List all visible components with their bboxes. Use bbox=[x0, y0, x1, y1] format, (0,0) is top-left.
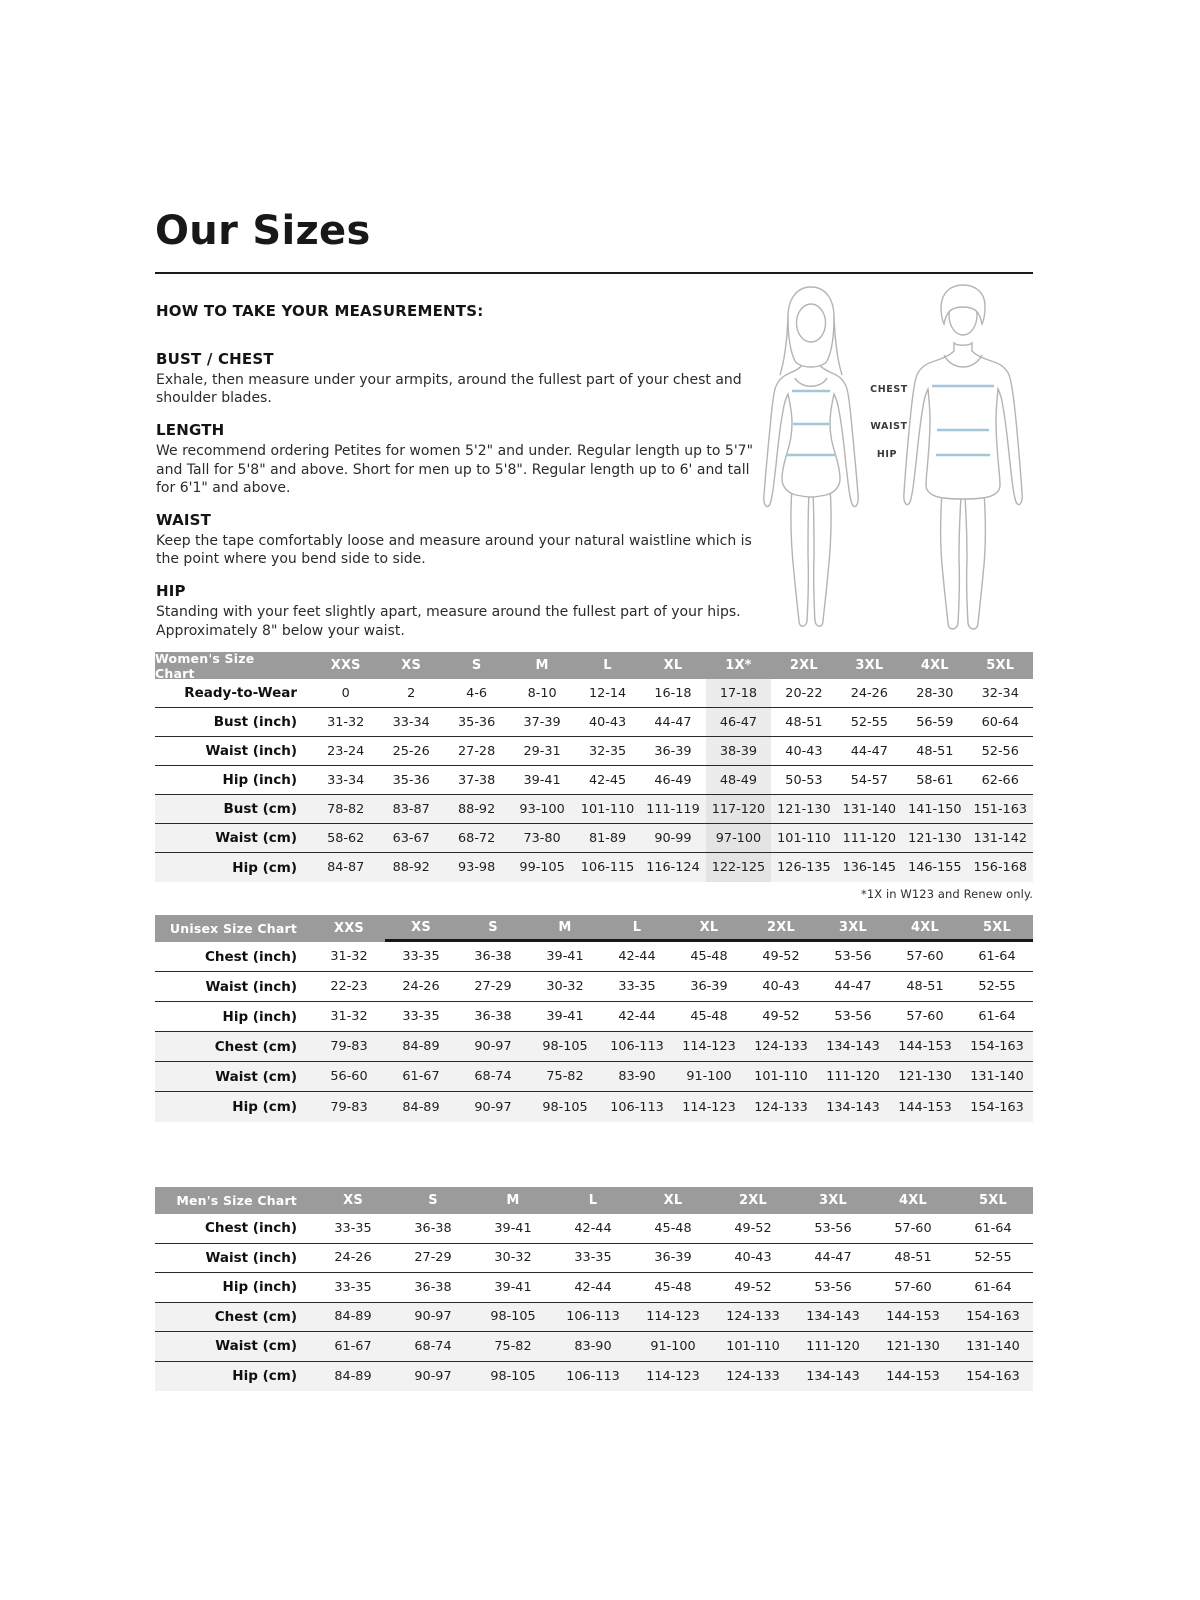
size-cell: 48-51 bbox=[771, 708, 836, 737]
size-cell: 16-18 bbox=[640, 679, 705, 708]
size-cell: 98-105 bbox=[529, 1092, 601, 1122]
size-cell: 61-67 bbox=[385, 1062, 457, 1092]
row-label: Hip (cm) bbox=[155, 1092, 313, 1122]
how-to-heading: HOW TO TAKE YOUR MEASUREMENTS: bbox=[156, 302, 484, 320]
size-cell: 53-56 bbox=[793, 1273, 873, 1303]
size-cell: 124-133 bbox=[713, 1303, 793, 1333]
size-cell: 101-110 bbox=[713, 1332, 793, 1362]
row-label: Chest (inch) bbox=[155, 942, 313, 972]
size-cell: 84-89 bbox=[313, 1362, 393, 1392]
size-cell: 99-105 bbox=[509, 853, 574, 882]
size-cell: 144-153 bbox=[889, 1092, 961, 1122]
size-col-header: M bbox=[509, 652, 574, 679]
size-cell: 33-34 bbox=[378, 708, 443, 737]
section-hip bbox=[156, 582, 756, 639]
measurement-instructions bbox=[156, 302, 756, 654]
size-cell: 101-110 bbox=[745, 1062, 817, 1092]
mens-size-chart bbox=[155, 1187, 1033, 1391]
row-label: Bust (inch) bbox=[155, 708, 313, 737]
size-cell: 23-24 bbox=[313, 737, 378, 766]
size-cell: 98-105 bbox=[473, 1362, 553, 1392]
size-cell: 49-52 bbox=[713, 1214, 793, 1244]
size-cell: 39-41 bbox=[509, 766, 574, 795]
section-heading: WAIST bbox=[156, 510, 212, 529]
size-col-header: 3XL bbox=[837, 652, 902, 679]
size-cell: 32-34 bbox=[968, 679, 1033, 708]
size-cell: 57-60 bbox=[889, 1002, 961, 1032]
size-col-header: XS bbox=[378, 652, 443, 679]
size-cell: 126-135 bbox=[771, 853, 836, 882]
chest-label: CHEST bbox=[870, 384, 908, 395]
row-label: Waist (cm) bbox=[155, 1332, 313, 1362]
size-cell: 45-48 bbox=[633, 1273, 713, 1303]
size-cell: 56-60 bbox=[313, 1062, 385, 1092]
size-col-header: L bbox=[553, 1187, 633, 1214]
size-cell: 79-83 bbox=[313, 1092, 385, 1122]
size-cell: 84-89 bbox=[385, 1032, 457, 1062]
size-cell: 44-47 bbox=[640, 708, 705, 737]
size-cell: 111-119 bbox=[640, 795, 705, 824]
size-cell: 48-51 bbox=[889, 972, 961, 1002]
row-label: Hip (inch) bbox=[155, 1002, 313, 1032]
woman-figure bbox=[764, 287, 858, 626]
size-cell: 98-105 bbox=[529, 1032, 601, 1062]
row-label: Bust (cm) bbox=[155, 795, 313, 824]
size-col-header: 4XL bbox=[889, 915, 961, 942]
size-col-header: 2XL bbox=[745, 915, 817, 942]
size-col-header: L bbox=[575, 652, 640, 679]
size-cell: 106-113 bbox=[601, 1092, 673, 1122]
size-cell: 98-105 bbox=[473, 1303, 553, 1333]
size-cell: 40-43 bbox=[575, 708, 640, 737]
row-label: Chest (inch) bbox=[155, 1214, 313, 1244]
size-cell: 57-60 bbox=[889, 942, 961, 972]
size-cell: 4-6 bbox=[444, 679, 509, 708]
size-cell: 44-47 bbox=[837, 737, 902, 766]
row-label: Waist (cm) bbox=[155, 1062, 313, 1092]
size-cell: 68-74 bbox=[457, 1062, 529, 1092]
size-cell: 61-64 bbox=[961, 942, 1033, 972]
size-cell: 54-57 bbox=[837, 766, 902, 795]
size-cell: 124-133 bbox=[745, 1032, 817, 1062]
size-cell: 27-29 bbox=[457, 972, 529, 1002]
section-bust-chest bbox=[156, 350, 756, 407]
body-outline-figures bbox=[748, 283, 1048, 635]
section-heading: HIP bbox=[156, 582, 186, 601]
size-cell: 122-125 bbox=[706, 853, 771, 882]
size-cell: 49-52 bbox=[713, 1273, 793, 1303]
size-col-header: XL bbox=[640, 652, 705, 679]
row-label: Waist (inch) bbox=[155, 737, 313, 766]
size-col-header: L bbox=[601, 915, 673, 942]
size-cell: 57-60 bbox=[873, 1214, 953, 1244]
size-cell: 53-56 bbox=[817, 1002, 889, 1032]
size-cell: 53-56 bbox=[817, 942, 889, 972]
size-cell: 30-32 bbox=[529, 972, 601, 1002]
size-cell: 57-60 bbox=[873, 1273, 953, 1303]
size-col-header: 5XL bbox=[953, 1187, 1033, 1214]
section-waist bbox=[156, 511, 756, 568]
size-cell: 36-39 bbox=[640, 737, 705, 766]
size-cell: 73-80 bbox=[509, 824, 574, 853]
size-col-header: S bbox=[393, 1187, 473, 1214]
size-cell: 90-99 bbox=[640, 824, 705, 853]
size-cell: 32-35 bbox=[575, 737, 640, 766]
size-cell: 134-143 bbox=[793, 1362, 873, 1392]
size-col-header: XXS bbox=[313, 915, 385, 942]
size-cell: 154-163 bbox=[953, 1303, 1033, 1333]
size-cell: 146-155 bbox=[902, 853, 967, 882]
size-cell: 61-64 bbox=[953, 1273, 1033, 1303]
unisex-size-table bbox=[155, 915, 1033, 1122]
section-body: Exhale, then measure under your armpits, around the fullest part of your chest and shoulder blades. bbox=[156, 372, 742, 407]
size-cell: 91-100 bbox=[673, 1062, 745, 1092]
size-cell: 31-32 bbox=[313, 708, 378, 737]
row-label: Chest (cm) bbox=[155, 1032, 313, 1062]
size-cell: 45-48 bbox=[673, 1002, 745, 1032]
size-cell: 58-61 bbox=[902, 766, 967, 795]
row-label: Waist (inch) bbox=[155, 972, 313, 1002]
size-col-header: 5XL bbox=[961, 915, 1033, 942]
size-chart-footnote: *1X in W123 and Renew only. bbox=[860, 887, 1033, 901]
size-cell: 156-168 bbox=[968, 853, 1033, 882]
size-col-header: XL bbox=[633, 1187, 713, 1214]
size-cell: 79-83 bbox=[313, 1032, 385, 1062]
size-cell: 48-51 bbox=[873, 1244, 953, 1274]
size-cell: 131-140 bbox=[953, 1332, 1033, 1362]
size-cell: 121-130 bbox=[873, 1332, 953, 1362]
size-cell: 27-29 bbox=[393, 1244, 473, 1274]
size-cell: 40-43 bbox=[713, 1244, 793, 1274]
size-cell: 60-64 bbox=[968, 708, 1033, 737]
size-cell: 83-90 bbox=[553, 1332, 633, 1362]
size-cell: 2 bbox=[378, 679, 443, 708]
size-cell: 35-36 bbox=[444, 708, 509, 737]
size-cell: 111-120 bbox=[793, 1332, 873, 1362]
size-cell: 12-14 bbox=[575, 679, 640, 708]
size-cell: 40-43 bbox=[771, 737, 836, 766]
size-cell: 44-47 bbox=[817, 972, 889, 1002]
size-cell: 75-82 bbox=[529, 1062, 601, 1092]
size-cell: 111-120 bbox=[837, 824, 902, 853]
size-cell: 61-64 bbox=[961, 1002, 1033, 1032]
size-cell: 31-32 bbox=[313, 942, 385, 972]
size-cell: 106-113 bbox=[553, 1362, 633, 1392]
size-cell: 131-140 bbox=[961, 1062, 1033, 1092]
table-title-cell: Men's Size Chart bbox=[155, 1187, 313, 1214]
size-cell: 56-59 bbox=[902, 708, 967, 737]
size-cell: 97-100 bbox=[706, 824, 771, 853]
size-cell: 144-153 bbox=[873, 1303, 953, 1333]
size-col-header: 3XL bbox=[793, 1187, 873, 1214]
size-cell: 29-31 bbox=[509, 737, 574, 766]
size-cell: 68-74 bbox=[393, 1332, 473, 1362]
size-cell: 24-26 bbox=[313, 1244, 393, 1274]
size-cell: 90-97 bbox=[457, 1032, 529, 1062]
size-col-header: 3XL bbox=[817, 915, 889, 942]
size-cell: 141-150 bbox=[902, 795, 967, 824]
size-cell: 106-115 bbox=[575, 853, 640, 882]
size-cell: 154-163 bbox=[961, 1092, 1033, 1122]
size-cell: 154-163 bbox=[953, 1362, 1033, 1392]
size-cell: 144-153 bbox=[889, 1032, 961, 1062]
size-cell: 30-32 bbox=[473, 1244, 553, 1274]
size-cell: 90-97 bbox=[393, 1303, 473, 1333]
size-cell: 35-36 bbox=[378, 766, 443, 795]
row-label: Chest (cm) bbox=[155, 1303, 313, 1333]
size-col-header: XXS bbox=[313, 652, 378, 679]
row-label: Hip (inch) bbox=[155, 1273, 313, 1303]
section-body: We recommend ordering Petites for women 5'2" and under. Regular length up to 5'7" and Tall for 5'8" and above. Short for men up to 5'8". Regular length up to 6' and tall for 6'1" and above. bbox=[156, 443, 754, 496]
size-col-header: 5XL bbox=[968, 652, 1033, 679]
size-cell: 49-52 bbox=[745, 1002, 817, 1032]
size-col-header: 1X* bbox=[706, 652, 771, 679]
size-cell: 44-47 bbox=[793, 1244, 873, 1274]
size-cell: 50-53 bbox=[771, 766, 836, 795]
size-cell: 151-163 bbox=[968, 795, 1033, 824]
size-cell: 134-143 bbox=[817, 1092, 889, 1122]
womens-size-table bbox=[155, 652, 1033, 882]
size-cell: 116-124 bbox=[640, 853, 705, 882]
size-cell: 36-38 bbox=[457, 942, 529, 972]
size-cell: 0 bbox=[313, 679, 378, 708]
size-cell: 106-113 bbox=[553, 1303, 633, 1333]
size-col-header: XL bbox=[673, 915, 745, 942]
size-cell: 52-55 bbox=[953, 1244, 1033, 1274]
size-cell: 134-143 bbox=[793, 1303, 873, 1333]
size-cell: 52-55 bbox=[837, 708, 902, 737]
section-heading: LENGTH bbox=[156, 421, 225, 440]
size-cell: 42-44 bbox=[553, 1273, 633, 1303]
size-cell: 52-56 bbox=[968, 737, 1033, 766]
size-col-header: M bbox=[529, 915, 601, 942]
size-col-header: XS bbox=[313, 1187, 393, 1214]
section-body: Standing with your feet slightly apart, measure around the fullest part of your hips. Approximately 8" below your waist. bbox=[156, 604, 741, 639]
size-cell: 88-92 bbox=[378, 853, 443, 882]
size-cell: 121-130 bbox=[889, 1062, 961, 1092]
unisex-size-chart bbox=[155, 915, 1033, 1122]
womens-size-chart bbox=[155, 652, 1033, 901]
size-cell: 42-45 bbox=[575, 766, 640, 795]
size-cell: 46-47 bbox=[706, 708, 771, 737]
size-cell: 17-18 bbox=[706, 679, 771, 708]
row-label: Hip (inch) bbox=[155, 766, 313, 795]
size-cell: 114-123 bbox=[633, 1362, 713, 1392]
row-label: Waist (cm) bbox=[155, 824, 313, 853]
size-cell: 39-41 bbox=[529, 942, 601, 972]
size-col-header: M bbox=[473, 1187, 553, 1214]
size-cell: 33-35 bbox=[385, 1002, 457, 1032]
size-cell: 114-123 bbox=[633, 1303, 713, 1333]
size-col-header: 4XL bbox=[902, 652, 967, 679]
size-cell: 25-26 bbox=[378, 737, 443, 766]
size-cell: 40-43 bbox=[745, 972, 817, 1002]
section-length bbox=[156, 421, 756, 497]
size-cell: 36-38 bbox=[393, 1214, 473, 1244]
size-cell: 49-52 bbox=[745, 942, 817, 972]
size-cell: 8-10 bbox=[509, 679, 574, 708]
row-label: Hip (cm) bbox=[155, 853, 313, 882]
size-col-header: 2XL bbox=[713, 1187, 793, 1214]
size-cell: 33-35 bbox=[553, 1244, 633, 1274]
size-cell: 114-123 bbox=[673, 1092, 745, 1122]
size-cell: 36-39 bbox=[673, 972, 745, 1002]
table-title-cell: Unisex Size Chart bbox=[155, 915, 313, 942]
size-cell: 39-41 bbox=[529, 1002, 601, 1032]
size-cell: 117-120 bbox=[706, 795, 771, 824]
section-body: Keep the tape comfortably loose and measure around your natural waistline which is the point where you bend side to side. bbox=[156, 532, 752, 568]
size-cell: 39-41 bbox=[473, 1273, 553, 1303]
size-cell: 114-123 bbox=[673, 1032, 745, 1062]
size-col-header: S bbox=[444, 652, 509, 679]
size-cell: 101-110 bbox=[771, 824, 836, 853]
size-cell: 154-163 bbox=[961, 1032, 1033, 1062]
section-heading: BUST / CHEST bbox=[156, 350, 274, 368]
size-cell: 124-133 bbox=[745, 1092, 817, 1122]
size-cell: 24-26 bbox=[837, 679, 902, 708]
size-cell: 36-39 bbox=[633, 1244, 713, 1274]
size-cell: 42-44 bbox=[601, 1002, 673, 1032]
size-cell: 42-44 bbox=[601, 942, 673, 972]
size-cell: 33-35 bbox=[385, 942, 457, 972]
size-cell: 78-82 bbox=[313, 795, 378, 824]
size-cell: 136-145 bbox=[837, 853, 902, 882]
size-cell: 84-89 bbox=[385, 1092, 457, 1122]
size-cell: 53-56 bbox=[793, 1214, 873, 1244]
size-cell: 45-48 bbox=[673, 942, 745, 972]
size-cell: 124-133 bbox=[713, 1362, 793, 1392]
size-cell: 61-64 bbox=[953, 1214, 1033, 1244]
size-cell: 39-41 bbox=[473, 1214, 553, 1244]
size-cell: 62-66 bbox=[968, 766, 1033, 795]
size-cell: 38-39 bbox=[706, 737, 771, 766]
size-cell: 111-120 bbox=[817, 1062, 889, 1092]
size-cell: 61-67 bbox=[313, 1332, 393, 1362]
size-cell: 83-90 bbox=[601, 1062, 673, 1092]
title-divider bbox=[155, 272, 1033, 274]
row-label: Waist (inch) bbox=[155, 1244, 313, 1274]
size-cell: 68-72 bbox=[444, 824, 509, 853]
waist-label: WAIST bbox=[870, 421, 908, 432]
size-cell: 90-97 bbox=[393, 1362, 473, 1392]
size-cell: 33-34 bbox=[313, 766, 378, 795]
size-cell: 48-51 bbox=[902, 737, 967, 766]
size-cell: 90-97 bbox=[457, 1092, 529, 1122]
size-cell: 20-22 bbox=[771, 679, 836, 708]
size-cell: 84-89 bbox=[313, 1303, 393, 1333]
size-cell: 83-87 bbox=[378, 795, 443, 824]
size-cell: 93-100 bbox=[509, 795, 574, 824]
size-cell: 63-67 bbox=[378, 824, 443, 853]
size-cell: 24-26 bbox=[385, 972, 457, 1002]
size-cell: 48-49 bbox=[706, 766, 771, 795]
size-cell: 93-98 bbox=[444, 853, 509, 882]
size-cell: 134-143 bbox=[817, 1032, 889, 1062]
measurement-figures-illustration bbox=[748, 283, 1048, 635]
size-cell: 42-44 bbox=[553, 1214, 633, 1244]
size-cell: 144-153 bbox=[873, 1362, 953, 1392]
row-label: Hip (cm) bbox=[155, 1362, 313, 1392]
size-cell: 84-87 bbox=[313, 853, 378, 882]
size-col-header: 2XL bbox=[771, 652, 836, 679]
size-cell: 37-39 bbox=[509, 708, 574, 737]
size-cell: 33-35 bbox=[313, 1273, 393, 1303]
size-cell: 75-82 bbox=[473, 1332, 553, 1362]
size-col-header: 4XL bbox=[873, 1187, 953, 1214]
size-cell: 121-130 bbox=[771, 795, 836, 824]
size-cell: 33-35 bbox=[313, 1214, 393, 1244]
size-cell: 45-48 bbox=[633, 1214, 713, 1244]
size-cell: 91-100 bbox=[633, 1332, 713, 1362]
size-cell: 22-23 bbox=[313, 972, 385, 1002]
size-cell: 106-113 bbox=[601, 1032, 673, 1062]
page-title: Our Sizes bbox=[155, 208, 371, 254]
size-cell: 131-140 bbox=[837, 795, 902, 824]
size-cell: 121-130 bbox=[902, 824, 967, 853]
hip-label: HIP bbox=[876, 449, 898, 460]
size-cell: 36-38 bbox=[393, 1273, 473, 1303]
table-title-cell: Women's Size Chart bbox=[155, 652, 313, 679]
size-cell: 58-62 bbox=[313, 824, 378, 853]
size-cell: 46-49 bbox=[640, 766, 705, 795]
size-cell: 31-32 bbox=[313, 1002, 385, 1032]
size-cell: 88-92 bbox=[444, 795, 509, 824]
size-cell: 27-28 bbox=[444, 737, 509, 766]
size-cell: 131-142 bbox=[968, 824, 1033, 853]
mens-size-table bbox=[155, 1187, 1033, 1391]
size-cell: 81-89 bbox=[575, 824, 640, 853]
size-col-header: XS bbox=[385, 915, 457, 942]
size-col-header: S bbox=[457, 915, 529, 942]
size-cell: 101-110 bbox=[575, 795, 640, 824]
size-cell: 28-30 bbox=[902, 679, 967, 708]
size-cell: 52-55 bbox=[961, 972, 1033, 1002]
row-label: Ready-to-Wear bbox=[155, 679, 313, 708]
size-cell: 33-35 bbox=[601, 972, 673, 1002]
man-figure bbox=[904, 285, 1022, 629]
size-cell: 37-38 bbox=[444, 766, 509, 795]
size-cell: 36-38 bbox=[457, 1002, 529, 1032]
